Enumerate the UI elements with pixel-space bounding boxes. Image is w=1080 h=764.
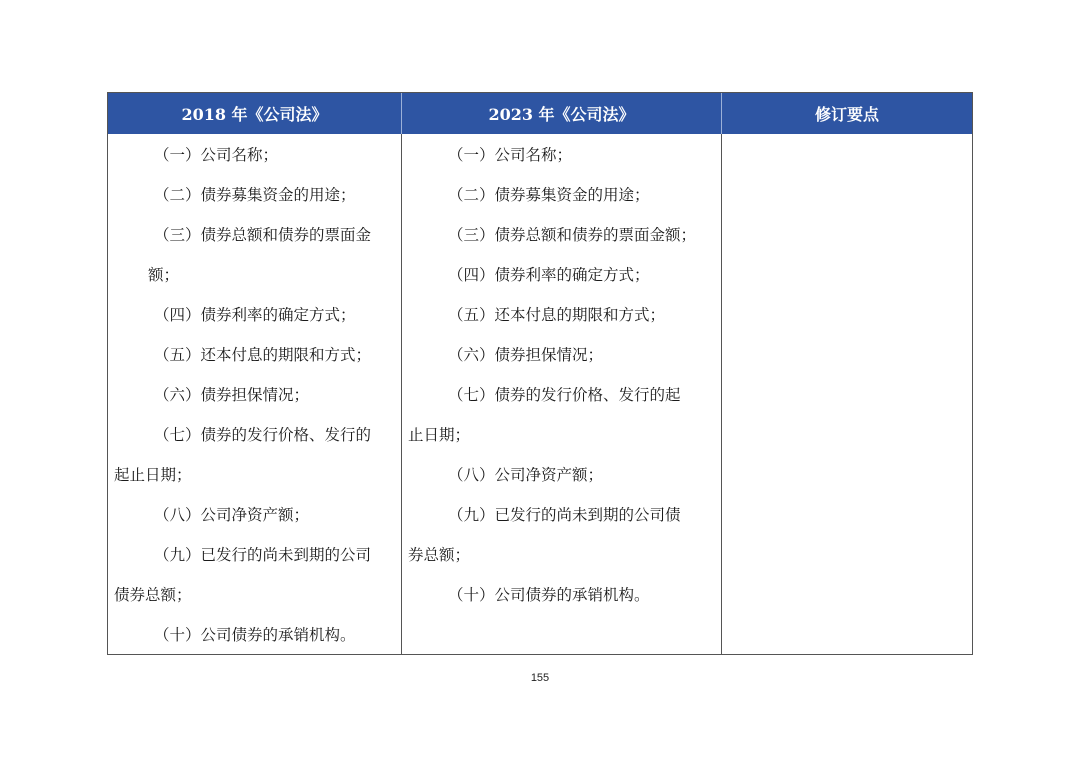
- law-2023-line: （三）债券总额和债券的票面金额；: [448, 226, 697, 244]
- header-revision-points: 修订要点: [814, 105, 879, 124]
- page-number: 155: [530, 672, 550, 684]
- law-2018-line: （十）公司债券的承销机构。: [154, 626, 356, 644]
- law-2018-line: （四）债券利率的确定方式；: [154, 306, 356, 324]
- law-2018-line: （一）公司名称；: [154, 146, 279, 164]
- law-2023-line: （七）债券的发行价格、发行的起: [448, 386, 681, 404]
- law-2018-line: （六）债券担保情况；: [154, 386, 310, 404]
- table-body-row: [108, 134, 972, 654]
- table-header-row: [108, 93, 972, 134]
- header-2018-law: 2018 年《公司法》: [108, 93, 402, 134]
- law-2023-line: 券总额；: [408, 546, 471, 564]
- law-2023-line: （十）公司债券的承销机构。: [448, 586, 650, 604]
- comparison-table: [107, 92, 973, 655]
- law-2023-line: （一）公司名称；: [448, 146, 573, 164]
- law-2018-line: 债券总额；: [114, 586, 192, 604]
- law-2018-line: （八）公司净资产额；: [154, 506, 310, 524]
- law-2023-line: （八）公司净资产额；: [448, 466, 604, 484]
- column-revision-points: [722, 134, 972, 654]
- law-2023-line: （四）债券利率的确定方式；: [448, 266, 650, 284]
- law-2018-line: 起止日期；: [114, 466, 192, 484]
- law-2023-line: （五）还本付息的期限和方式；: [448, 306, 666, 324]
- header-2023-law: 2023 年《公司法》: [402, 93, 722, 134]
- law-2018-line: （九）已发行的尚未到期的公司: [154, 546, 372, 564]
- law-2018-line: （五）还本付息的期限和方式；: [154, 346, 372, 364]
- law-2023-line: （九）已发行的尚未到期的公司债: [448, 506, 681, 524]
- law-2018-line: （二）债券募集资金的用途；: [154, 186, 356, 204]
- law-2018-line: （三）债券总额和债券的票面金: [154, 226, 372, 244]
- column-2023-law: [402, 134, 722, 654]
- column-2018-law: [108, 134, 402, 654]
- law-2023-line: （六）债券担保情况；: [448, 346, 604, 364]
- law-2023-line: （二）债券募集资金的用途；: [448, 186, 650, 204]
- law-2018-line: （七）债券的发行价格、发行的: [154, 426, 372, 444]
- law-2023-line: 止日期；: [408, 426, 471, 444]
- law-2018-line: 额；: [148, 266, 180, 284]
